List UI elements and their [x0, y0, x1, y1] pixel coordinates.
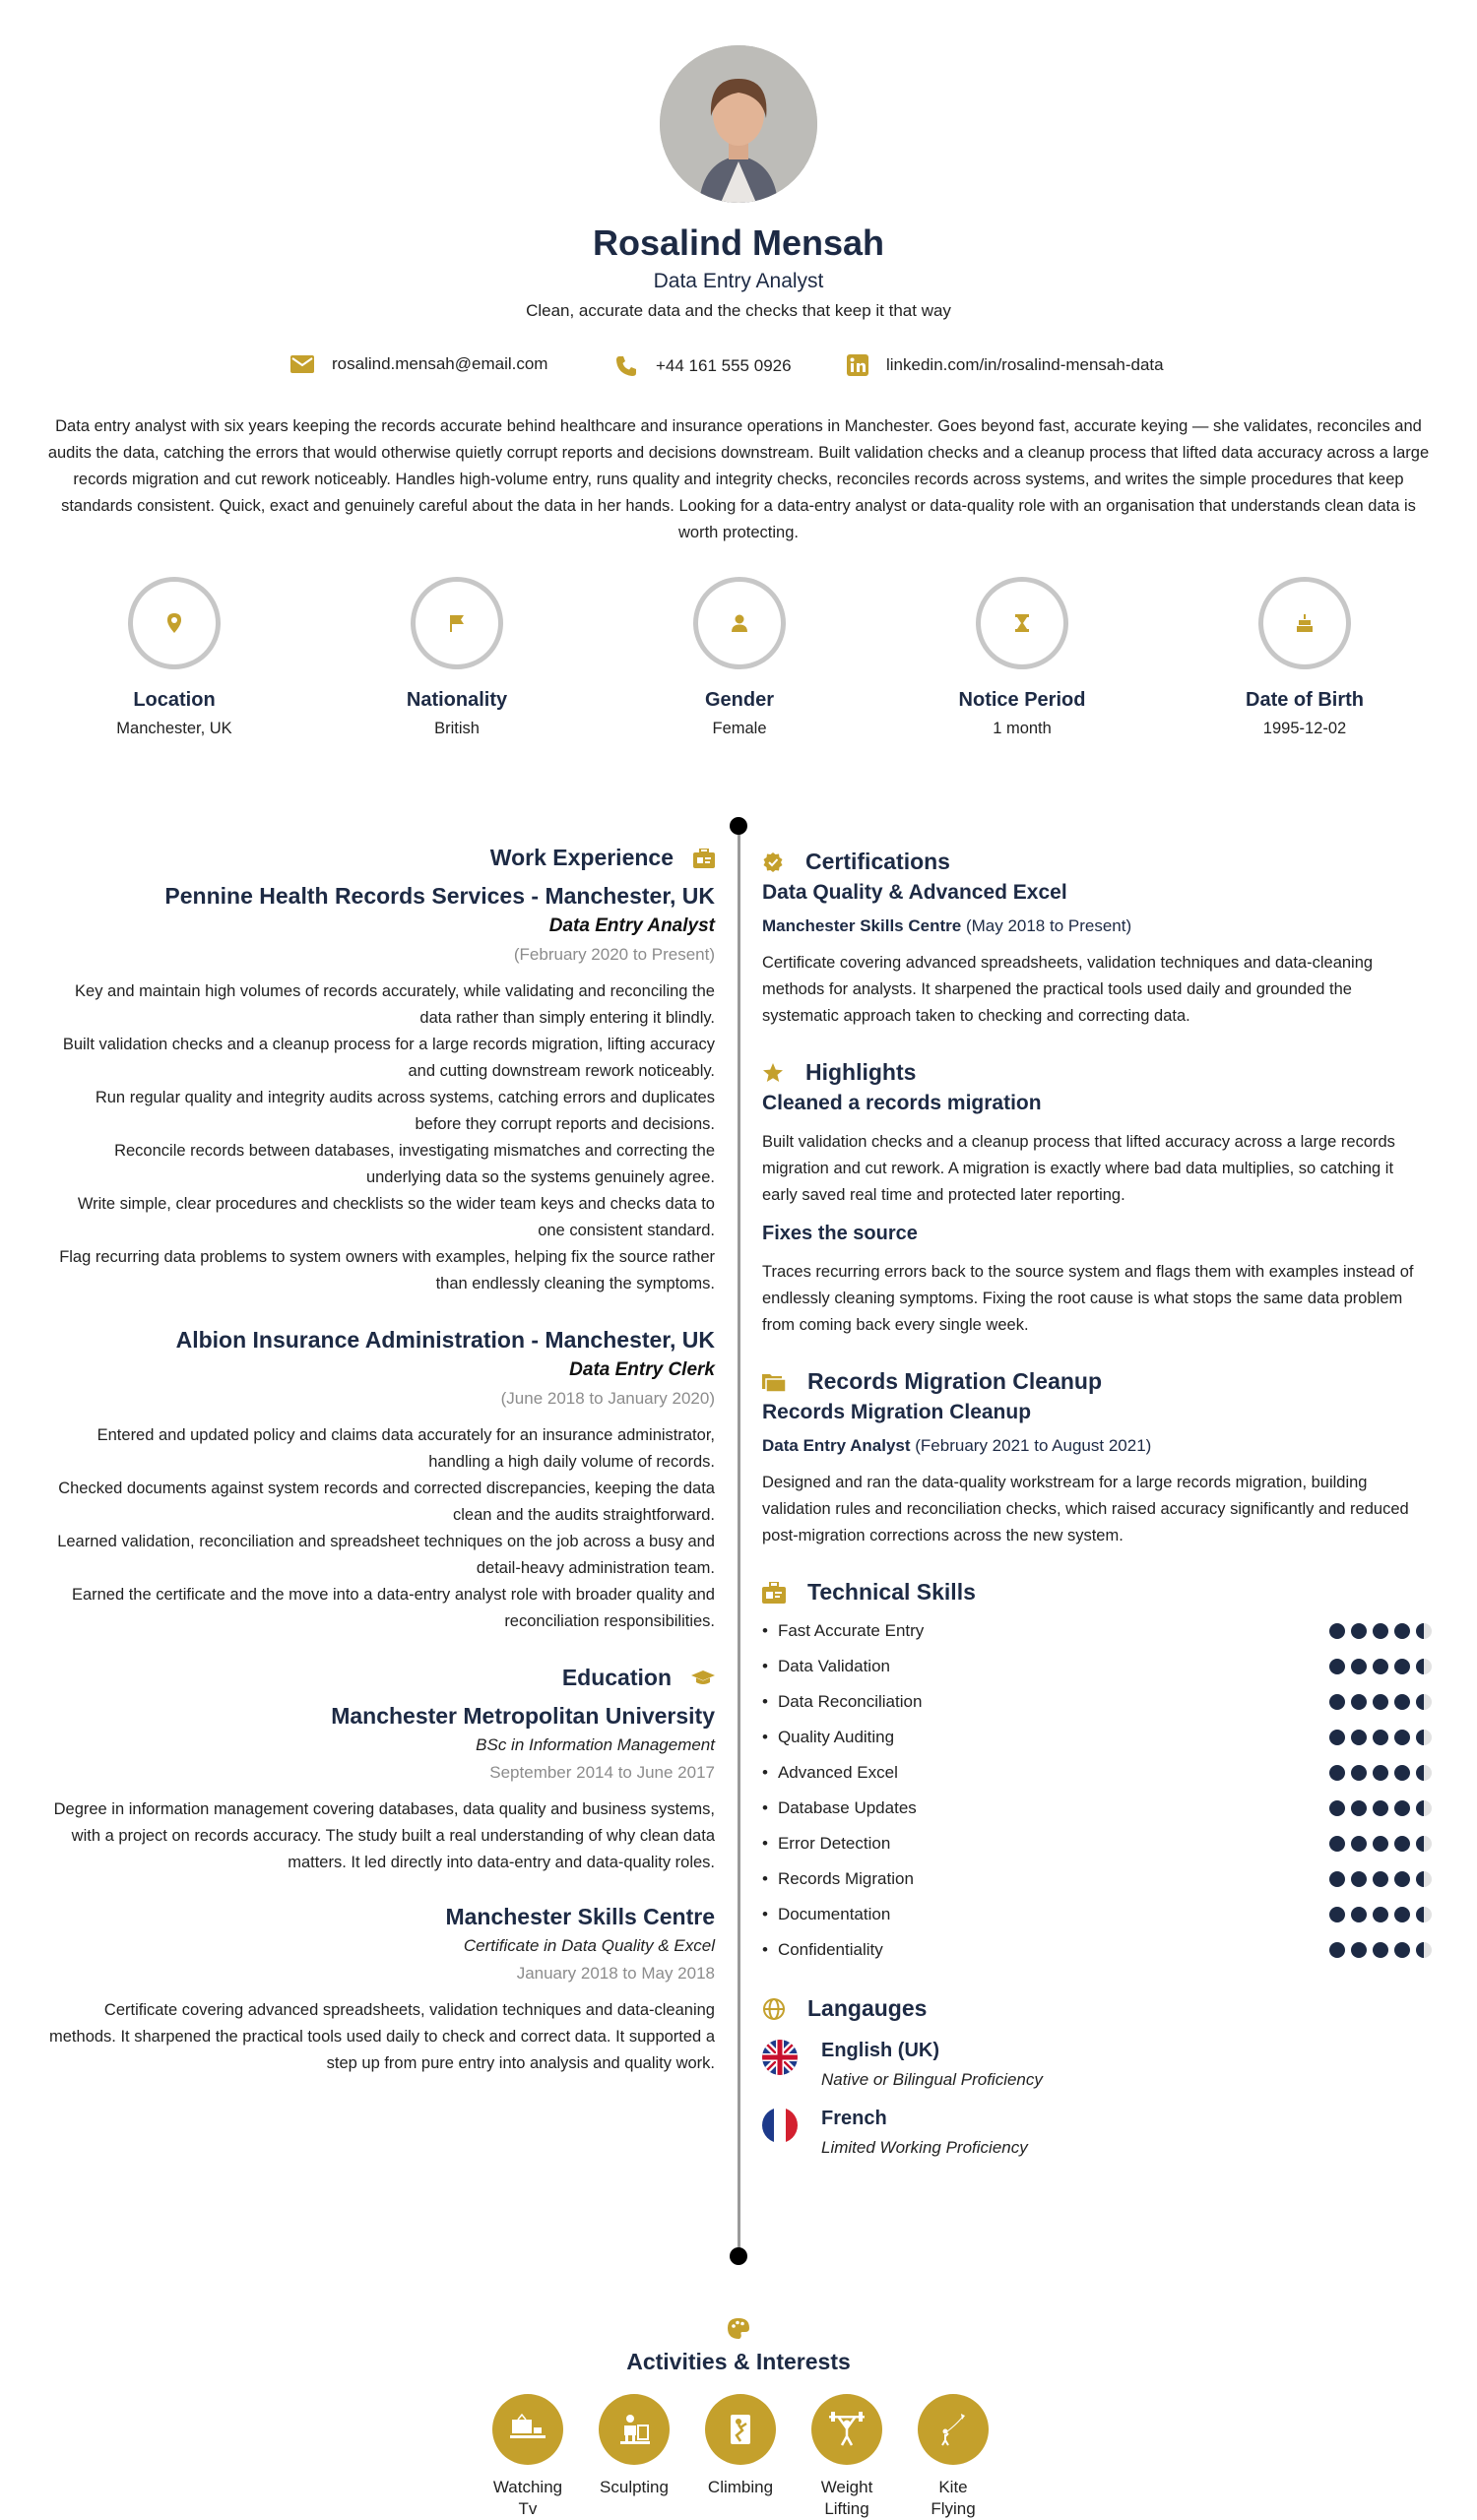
graduation-cap-icon [691, 1670, 715, 1687]
languages-heading [762, 1995, 1432, 2022]
rating-dot [1416, 1694, 1432, 1710]
job-org: Albion Insurance Administration - Manchester, UK [175, 1327, 715, 1353]
timeline-start-dot [730, 817, 747, 835]
section-title: Certifications [805, 849, 950, 874]
highlight-name: Cleaned a records migration [762, 1092, 1042, 1114]
cert-description: Certificate covering advanced spreadsheets, validation techniques and data-cleaning methods for analysts. It sharpened the practical tools used daily and grounded the systematic approach taken to checking and correcting data. [762, 954, 1374, 1025]
person-icon [729, 612, 750, 634]
briefcase-badge-icon [762, 1582, 786, 1604]
cake-icon [1294, 612, 1316, 634]
job-bullet: Write simple, clear procedures and checklists so the wider team keys and checks data to one consistent standard. [77, 1195, 715, 1239]
hourglass-icon [1011, 612, 1033, 634]
highlight-text: Built validation checks and a cleanup process that lifted accuracy across a large records migration and cut rework. A migration is exactly where bad data multiplies, so catching it early saved real time and protected later reporting. [762, 1133, 1395, 1204]
linkedin-icon [847, 354, 868, 376]
info-value: 1 month [993, 720, 1052, 737]
rating-dot [1373, 1694, 1388, 1710]
right-column [762, 849, 1432, 2158]
skill-rating [1323, 1765, 1432, 1781]
info-gender [621, 577, 858, 738]
rating-dot [1351, 1942, 1367, 1958]
rating-dot [1373, 1800, 1388, 1816]
language-item [762, 2040, 1432, 2090]
edu-org: Manchester Skills Centre [445, 1904, 715, 1929]
info-label: Gender [704, 689, 775, 711]
highlight-text: Traces recurring errors back to the source system and flags them with examples instead of endlessly cleaning symptoms. Fixing the root cause is what stops the same data problem from coming back every single week. [762, 1263, 1414, 1334]
project-dates: (February 2021 to August 2021) [915, 1436, 1152, 1455]
rating-dot [1416, 1800, 1432, 1816]
job-position: Data Entry Clerk [569, 1359, 715, 1380]
section-title: Work Experience [489, 845, 674, 870]
briefcase-badge-icon [693, 849, 715, 868]
project-description: Designed and ran the data-quality workstream for a large records migration, building validation rules and reconciliation checks, which raised accuracy significantly and reduced post-migration corrections across the new system. [762, 1474, 1409, 1544]
info-value: British [434, 720, 480, 737]
skill-rating [1323, 1907, 1432, 1922]
skill-row [762, 1826, 1432, 1861]
contact-phone[interactable] [614, 354, 792, 378]
rating-dot [1373, 1765, 1388, 1781]
rating-dot [1416, 1836, 1432, 1852]
skill-name: • Database Updates [762, 1798, 917, 1818]
rating-dot [1329, 1871, 1345, 1887]
contact-email[interactable] [290, 354, 547, 374]
rating-dot [1416, 1623, 1432, 1639]
job-bullet: Flag recurring data problems to system owners with examples, helping fix the source rather than endlessly cleaning the symptoms. [59, 1248, 715, 1292]
rating-dot [1329, 1836, 1345, 1852]
cert-issuer: Manchester Skills Centre [762, 916, 962, 935]
skill-rating [1323, 1694, 1432, 1710]
interest-label: Kite Flying [931, 2478, 976, 2518]
highlights-heading [762, 1059, 1432, 1086]
rating-dot [1394, 1623, 1410, 1639]
skill-rating [1323, 1730, 1432, 1745]
job-position: Data Entry Analyst [548, 915, 715, 936]
edu-org: Manchester Metropolitan University [331, 1703, 715, 1729]
section-title: Technical Skills [807, 1579, 976, 1605]
skill-rating [1323, 1623, 1432, 1639]
rating-dot [1351, 1907, 1367, 1922]
job-org: Pennine Health Records Services - Manchester, UK [164, 883, 715, 909]
rating-dot [1416, 1730, 1432, 1745]
job-dates: (February 2020 to Present) [513, 945, 715, 964]
skill-rating [1323, 1800, 1432, 1816]
skill-rating [1323, 1836, 1432, 1852]
interests-heading: Activities & Interests [626, 2349, 851, 2374]
timeline-end-dot [730, 2247, 747, 2265]
work-experience-heading [47, 845, 715, 871]
rating-dot [1394, 1694, 1410, 1710]
edu-description: Certificate covering advanced spreadsheets, validation techniques and data-cleaning methods. It sharpened the practical tools used daily to check and correct data. It supported a step up from pure entry into analysis and quality work. [49, 2001, 715, 2072]
education-heading [47, 1665, 715, 1691]
section-title: Langauges [807, 1995, 928, 2021]
sculpting-icon [616, 2412, 652, 2447]
language-level: Limited Working Proficiency [821, 2138, 1028, 2157]
skill-name: • Documentation [762, 1905, 890, 1924]
info-location [56, 577, 292, 738]
interest-item [904, 2394, 1002, 2520]
rating-dot [1373, 1942, 1388, 1958]
edu-degree: BSc in Information Management [476, 1735, 715, 1754]
project-meta [762, 1436, 1432, 1456]
skill-name: • Fast Accurate Entry [762, 1621, 924, 1641]
info-label: Nationality [406, 689, 508, 711]
skill-rating [1323, 1942, 1432, 1958]
candidate-name: Rosalind Mensah [592, 222, 885, 263]
weightlifting-icon [827, 2412, 867, 2447]
project-name: Records Migration Cleanup [762, 1401, 1032, 1423]
edu-dates: January 2018 to May 2018 [516, 1964, 715, 1983]
skill-row [762, 1897, 1432, 1932]
interest-label: Climbing [707, 2478, 774, 2496]
skills-list [762, 1613, 1432, 1968]
rating-dot [1329, 1765, 1345, 1781]
job-bullet: Key and maintain high volumes of records accurately, while validating and reconciling the data rather than simply entering it blindly. [75, 982, 715, 1027]
skill-row [762, 1932, 1432, 1968]
france-flag-icon [762, 2108, 798, 2143]
rating-dot [1373, 1836, 1388, 1852]
rating-dot [1329, 1659, 1345, 1674]
job-bullet: Reconcile records between databases, investigating mismatches and correcting the underlying data so the systems genuinely agree. [114, 1142, 715, 1186]
skill-name: • Quality Auditing [762, 1728, 894, 1747]
info-value: Manchester, UK [116, 720, 232, 737]
tv-icon [508, 2414, 547, 2445]
linkedin-text: linkedin.com/in/rosalind-mensah-data [886, 355, 1164, 374]
cert-dates: (May 2018 to Present) [965, 916, 1132, 935]
skill-row [762, 1861, 1432, 1897]
skill-name: • Data Validation [762, 1657, 890, 1676]
info-label: Date of Birth [1246, 689, 1364, 711]
interest-item [479, 2394, 577, 2520]
cert-meta [762, 916, 1432, 936]
email-text: rosalind.mensah@email.com [332, 354, 548, 373]
skill-row [762, 1649, 1432, 1684]
skill-name: • Advanced Excel [762, 1763, 898, 1783]
skill-name: • Records Migration [762, 1869, 914, 1889]
rating-dot [1373, 1907, 1388, 1922]
rating-dot [1329, 1694, 1345, 1710]
skill-name: • Data Reconciliation [762, 1692, 922, 1712]
skill-rating [1323, 1659, 1432, 1674]
kite-icon [935, 2412, 971, 2447]
skill-row [762, 1684, 1432, 1720]
job-bullet: Learned validation, reconciliation and spreadsheet techniques on the job across a busy and detail-heavy administration team. [57, 1533, 715, 1577]
flag-icon [446, 612, 468, 634]
rating-dot [1329, 1942, 1345, 1958]
interest-label: Weight Lifting [820, 2478, 873, 2518]
interest-item [798, 2394, 896, 2520]
tagline: Clean, accurate data and the checks that keep it that way [526, 301, 951, 320]
job-bullet: Entered and updated policy and claims data accurately for an insurance administrator, handling a high daily volume of records. [96, 1426, 715, 1471]
rating-dot [1394, 1659, 1410, 1674]
rating-dot [1416, 1659, 1432, 1674]
rating-dot [1373, 1623, 1388, 1639]
language-name: French [821, 2108, 887, 2129]
certifications-heading [762, 849, 1432, 875]
job-bullets [47, 978, 715, 1297]
edu-degree: Certificate in Data Quality & Excel [463, 1936, 715, 1955]
phone-text: +44 161 555 0926 [656, 356, 792, 375]
palette-icon [727, 2317, 750, 2341]
highlight-name: Fixes the source [762, 1223, 918, 1244]
rating-dot [1394, 1942, 1410, 1958]
interest-label: Watching Tv [492, 2478, 563, 2518]
rating-dot [1416, 1871, 1432, 1887]
rating-dot [1416, 1765, 1432, 1781]
rating-dot [1329, 1800, 1345, 1816]
rating-dot [1329, 1907, 1345, 1922]
rating-dot [1416, 1907, 1432, 1922]
section-title: Education [561, 1665, 672, 1690]
rating-dot [1351, 1836, 1367, 1852]
rating-dot [1394, 1907, 1410, 1922]
project-role: Data Entry Analyst [762, 1436, 911, 1455]
skill-rating [1323, 1871, 1432, 1887]
rating-dot [1373, 1871, 1388, 1887]
skill-row [762, 1791, 1432, 1826]
edu-dates: September 2014 to June 2017 [489, 1763, 715, 1782]
info-label: Notice Period [958, 689, 1086, 711]
info-value: 1995-12-02 [1262, 720, 1347, 737]
skill-row [762, 1720, 1432, 1755]
star-icon [762, 1062, 784, 1084]
interest-label: Sculpting [600, 2478, 669, 2496]
skill-row [762, 1755, 1432, 1791]
certificate-badge-icon [762, 851, 784, 873]
rating-dot [1394, 1871, 1410, 1887]
rating-dot [1394, 1730, 1410, 1745]
uk-flag-icon [762, 2040, 798, 2075]
phone-icon [614, 354, 638, 378]
project-heading [762, 1368, 1432, 1395]
info-value: Female [712, 720, 767, 737]
rating-dot [1329, 1623, 1345, 1639]
cert-name: Data Quality & Advanced Excel [762, 881, 1067, 904]
job-bullet: Built validation checks and a cleanup process for a large records migration, lifting accuracy and cutting downstream rework noticeably. [62, 1036, 715, 1080]
rating-dot [1351, 1659, 1367, 1674]
rating-dot [1373, 1730, 1388, 1745]
skill-name: • Confidentiality [762, 1940, 883, 1960]
globe-icon [762, 1997, 786, 2021]
job-bullets [47, 1422, 715, 1635]
avatar [660, 45, 817, 203]
timeline-line [738, 823, 740, 2250]
skill-row [762, 1613, 1432, 1649]
info-date-of-birth [1187, 577, 1423, 738]
rating-dot [1351, 1800, 1367, 1816]
folder-icon [762, 1372, 786, 1392]
rating-dot [1351, 1694, 1367, 1710]
rating-dot [1394, 1836, 1410, 1852]
profile-summary: Data entry analyst with six years keeping the records accurate behind healthcare and insurance operations in Manchester. Goes beyond fast, accurate keying — she validates, reconciles and audits the data, catching the errors that would otherwise quietly corrupt reports and decisions downstream. Built validation checks and a cleanup process that lifted data accuracy across a large records migration and cut rework noticeably. Handles high-volume entry, runs quality and integrity checks, reconciles records across systems, and writes the simple procedures that keep standards consistent. Quick, exact and genuinely careful about the data in her hands. Looking for a data-entry analyst or data-quality role with an organisation that understands clean data is worth protecting. [47, 417, 1430, 541]
rating-dot [1351, 1623, 1367, 1639]
language-item [762, 2108, 1432, 2158]
skill-name: • Error Detection [762, 1834, 890, 1854]
rating-dot [1416, 1942, 1432, 1958]
interest-item [585, 2394, 683, 2498]
rating-dot [1329, 1730, 1345, 1745]
job-title: Data Entry Analyst [653, 270, 824, 292]
language-level: Native or Bilingual Proficiency [821, 2070, 1043, 2089]
contact-linkedin[interactable] [847, 354, 1164, 376]
rating-dot [1394, 1765, 1410, 1781]
job-bullet: Checked documents against system records and corrected discrepancies, keeping the data clean and the audits straightforward. [58, 1480, 715, 1524]
info-nationality [339, 577, 575, 738]
info-notice-period [904, 577, 1140, 738]
location-pin-icon [163, 612, 185, 634]
job-bullet: Earned the certificate and the move into a data-entry analyst role with broader quality and reconciliation responsibilities. [71, 1586, 715, 1630]
info-label: Location [133, 689, 216, 711]
rating-dot [1351, 1730, 1367, 1745]
left-column [47, 845, 715, 2077]
rating-dot [1373, 1659, 1388, 1674]
job-bullet: Run regular quality and integrity audits across systems, catching errors and duplicates before they corrupt reports and decisions. [95, 1089, 715, 1133]
language-name: English (UK) [821, 2040, 939, 2061]
technical-skills-heading [762, 1579, 1432, 1606]
job-dates: (June 2018 to January 2020) [500, 1389, 715, 1408]
section-title: Records Migration Cleanup [807, 1368, 1103, 1394]
rating-dot [1351, 1871, 1367, 1887]
section-title: Highlights [805, 1059, 917, 1085]
climbing-icon [723, 2412, 758, 2447]
edu-description: Degree in information management covering databases, data quality and business systems, with a project on records accuracy. The study built a real understanding of why clean data matters. It led directly into data-entry and data-quality roles. [53, 1800, 715, 1871]
email-icon [290, 355, 314, 373]
rating-dot [1394, 1800, 1410, 1816]
interest-item [691, 2394, 790, 2498]
rating-dot [1351, 1765, 1367, 1781]
